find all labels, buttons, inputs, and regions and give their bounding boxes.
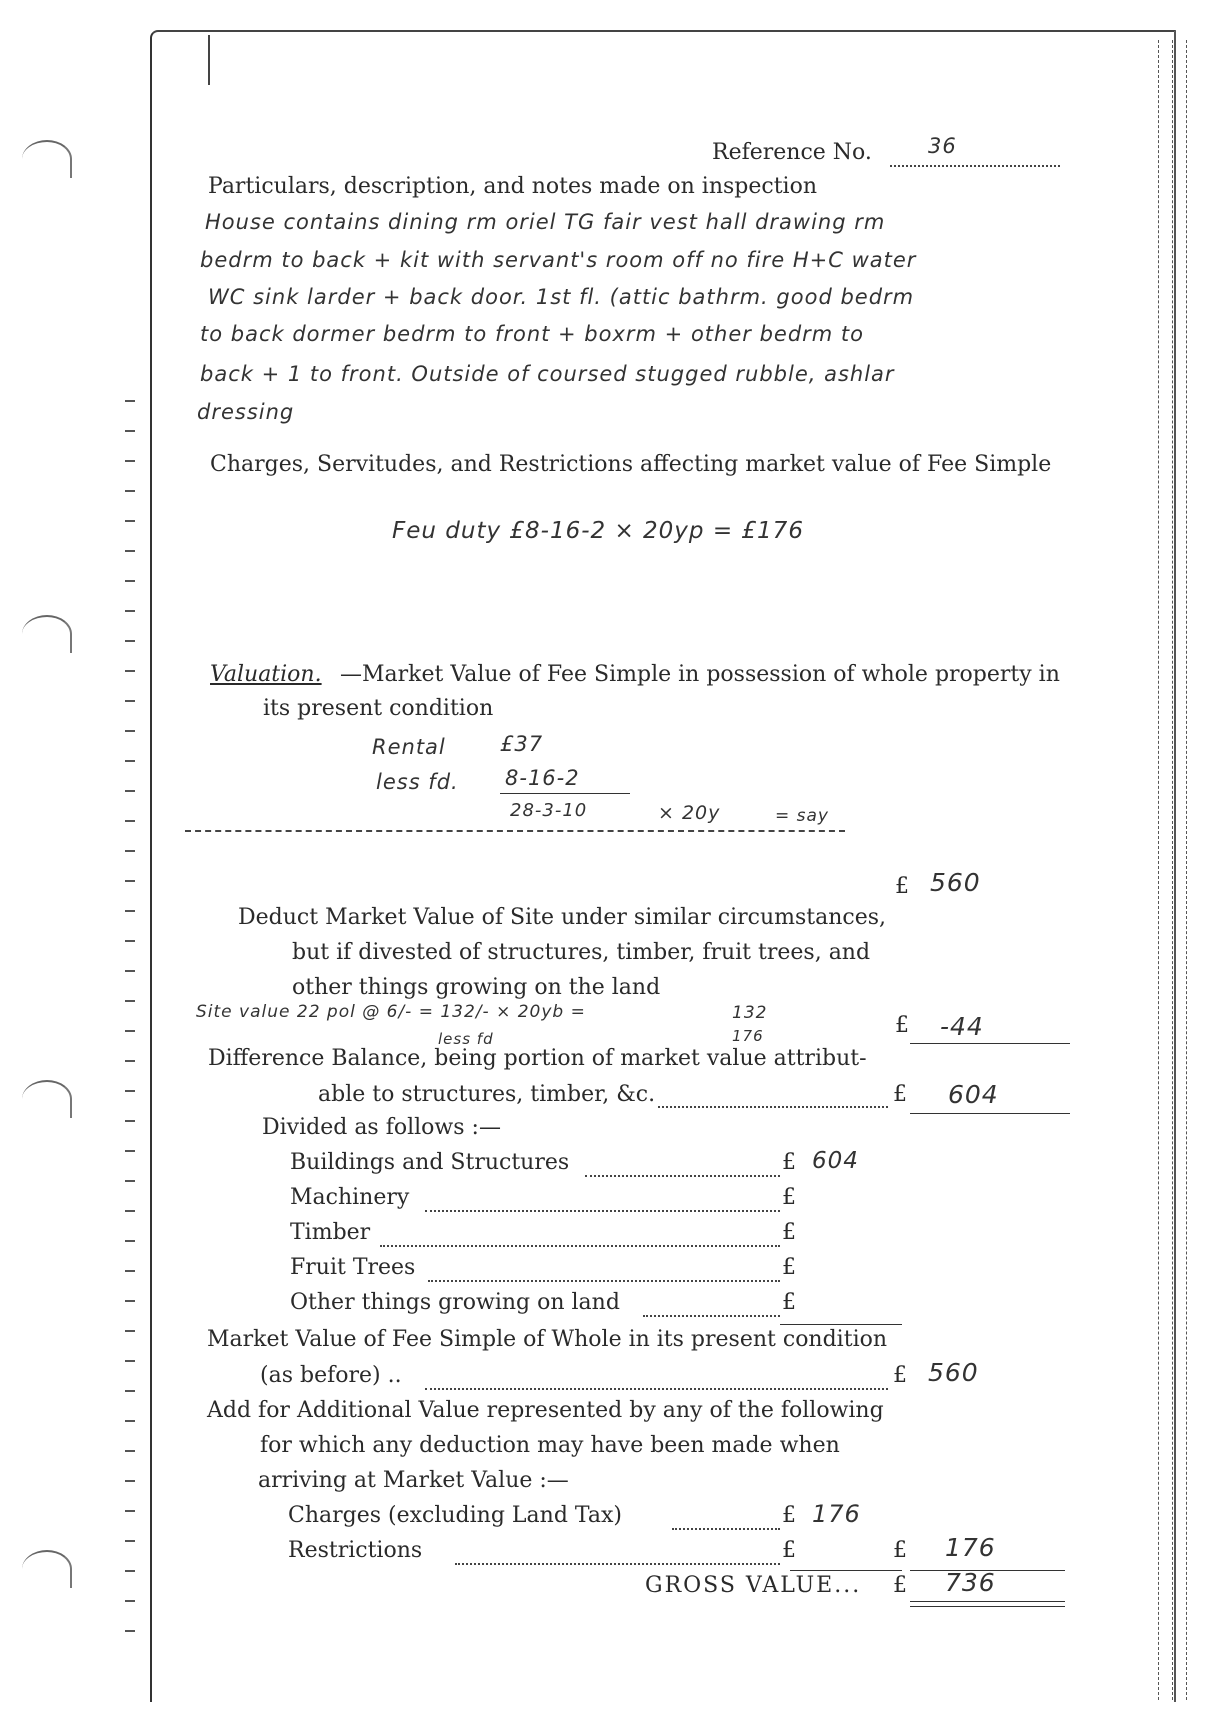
valuation-heading: —Market Value of Fee Simple in possession of whole property in [340,662,1060,687]
difference-amount: 604 [948,1080,999,1109]
item-dots [380,1245,780,1247]
charges-excl-label: Charges (excluding Land Tax) [288,1503,622,1528]
market-value-line1: Market Value of Fee Simple of Whole in its present condition [207,1327,888,1352]
divided-heading: Divided as follows :— [262,1115,501,1140]
add-line: for which any deduction may have been made when [260,1433,840,1458]
margin-rule [208,35,210,85]
item-dots [585,1175,780,1177]
particulars-heading: Particulars, description, and notes made on inspection [208,174,817,199]
difference-line1: Difference Balance, being portion of market value attribut- [208,1046,867,1071]
page-spine [1186,40,1191,1700]
charges-heading: Charges, Servitudes, and Restrictions affecting market value of Fee Simple [210,452,1052,477]
calc-rental-value: £37 [500,732,544,756]
page-spine [1158,40,1163,1700]
calc-rental-label: Rental [372,735,446,759]
deduct-amount: -44 [940,1012,984,1041]
particulars-line: to back dormer bedrm to front + boxrm + other bedrm to [200,322,864,346]
item-dots [428,1280,780,1282]
charges-note: Feu duty £8-16-2 × 20yp = £176 [392,518,804,544]
currency-symbol: £ [782,1220,796,1245]
page-spine [1172,40,1177,1700]
punch-hole [22,615,72,653]
particulars-line: dressing [197,400,295,424]
reference-dots [890,165,1060,167]
add-line: Add for Additional Value represented by any of the following [207,1398,884,1423]
timber-label: Timber [290,1220,371,1245]
site-n2: 176 [732,1027,764,1045]
punch-hole [22,1080,72,1118]
valuation-amount: 560 [930,868,981,897]
market-value-amount: 560 [928,1358,979,1387]
market-value-dots [425,1388,888,1390]
calc-sum-line [500,793,630,794]
fruit-trees-label: Fruit Trees [290,1255,416,1280]
gross-value-amount: 736 [945,1568,996,1597]
site-n1: 132 [732,1003,768,1023]
particulars-line: back + 1 to front. Outside of coursed stugged rubble, ashlar [200,362,895,386]
calc-result: 28-3-10 [510,800,588,821]
items-underline [780,1324,902,1325]
calc-say: = say [775,806,829,826]
market-value-line2: (as before) .. [260,1363,402,1388]
charges-dots [672,1528,780,1530]
site-less: less fd [438,1030,494,1048]
binding-marks [125,400,135,1650]
reference-label: Reference No. [712,140,872,165]
currency-symbol: £ [782,1538,796,1563]
calc-multiplier: × 20y [658,802,721,824]
particulars-line: House contains dining rm oriel TG fair vest hall drawing rm [205,210,886,234]
calc-less-label: less fd. [376,770,459,794]
calc-less-value: 8-16-2 [505,766,580,790]
restrictions-label: Restrictions [288,1538,423,1563]
site-value-note: Site value 22 pol @ 6/- = 132/- × 20yb = [196,1002,586,1022]
buildings-amount: 604 [812,1148,859,1174]
currency-symbol: £ [782,1503,796,1528]
currency-symbol: £ [782,1255,796,1280]
gross-value-label: GROSS VALUE... [645,1573,862,1598]
add-line: arriving at Market Value :— [258,1468,569,1493]
currency-symbol: £ [895,874,909,899]
calc-dash-line [185,830,845,832]
punch-hole [22,140,72,178]
difference-underline [910,1113,1070,1114]
currency-symbol: £ [782,1185,796,1210]
currency-symbol: £ [893,1363,907,1388]
deduct-line: other things growing on the land [292,975,661,1000]
currency-symbol: £ [893,1573,907,1598]
gross-underline [910,1601,1065,1602]
particulars-line: WC sink larder + back door. 1st fl. (attic bathrm. good bedrm [208,285,915,309]
restrictions-dots [455,1563,780,1565]
deduct-underline [910,1043,1070,1044]
gross-double-underline [910,1606,1065,1607]
item-dots [643,1315,780,1317]
currency-symbol: £ [782,1290,796,1315]
currency-symbol: £ [782,1150,796,1175]
valuation-label: Valuation. [210,662,322,687]
difference-line2: able to structures, timber, &c. [318,1082,656,1107]
valuation-heading-cont: its present condition [263,696,494,721]
other-things-label: Other things growing on land [290,1290,620,1315]
reference-value: 36 [928,134,957,158]
charges-excl-amount: 176 [812,1500,861,1528]
particulars-line: bedrm to back + kit with servant's room off no fire H+C water [200,248,917,272]
add-total: 176 [945,1533,996,1562]
difference-dots [658,1106,888,1108]
deduct-line: Deduct Market Value of Site under similar circumstances, [238,905,887,930]
currency-symbol: £ [893,1538,907,1563]
buildings-label: Buildings and Structures [290,1150,570,1175]
machinery-label: Machinery [290,1185,410,1210]
item-dots [425,1210,780,1212]
deduct-line: but if divested of structures, timber, fruit trees, and [292,940,871,965]
currency-symbol: £ [895,1013,909,1038]
currency-symbol: £ [893,1082,907,1107]
restrictions-underline [790,1570,902,1571]
punch-hole [22,1550,72,1588]
